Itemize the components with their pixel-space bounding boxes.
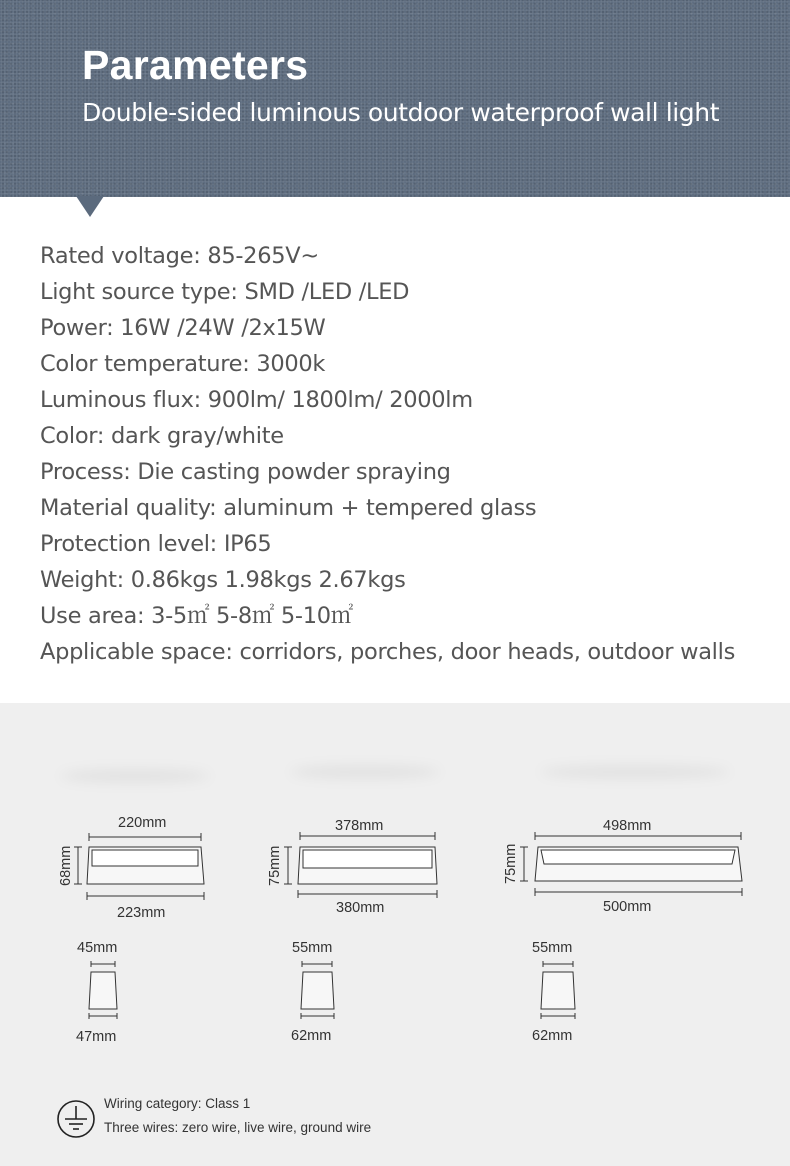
spec-color: Color: dark gray/white xyxy=(40,423,284,449)
model-1-bottom-width: 223mm xyxy=(117,905,166,921)
model-3-side-view xyxy=(541,961,575,1019)
model-3-height: 75mm xyxy=(503,843,519,884)
model-1-side-view xyxy=(89,961,117,1019)
spec-power: Power: 16W /24W /2x15W xyxy=(40,315,326,341)
spec-material: Material quality: aluminum + tempered glass xyxy=(40,495,537,521)
model-3-side-bottom: 62mm xyxy=(532,1028,573,1044)
spec-list xyxy=(40,238,735,670)
model-2-top-width: 378mm xyxy=(335,818,384,834)
wiring-wires: Three wires: zero wire, live wire, ground wire xyxy=(104,1120,372,1135)
model-2-bottom-width: 380mm xyxy=(336,900,385,916)
spec-applicable-space: Applicable space: corridors, porches, door heads, outdoor walls xyxy=(40,639,736,665)
ground-icon xyxy=(56,1099,96,1139)
model-2-height: 75mm xyxy=(267,845,283,886)
model-3-top-width: 498mm xyxy=(603,818,652,834)
model-1-side-bottom: 47mm xyxy=(76,1029,117,1045)
spec-rated-voltage: Rated voltage: 85-265V~ xyxy=(40,243,319,269)
dimension-diagram-section xyxy=(0,703,790,1166)
model-2-side-view xyxy=(301,961,334,1019)
spec-process: Process: Die casting powder spraying xyxy=(40,459,451,485)
model-1-height: 68mm xyxy=(58,845,74,886)
header-pointer-arrow xyxy=(76,196,104,217)
page-subtitle: Double-sided luminous outdoor waterproof wall light xyxy=(82,98,720,127)
wiring-category: Wiring category: Class 1 xyxy=(104,1096,251,1111)
model-3-front-view xyxy=(520,832,742,896)
spec-weight: Weight: 0.86kgs 1.98kgs 2.67kgs xyxy=(40,567,406,593)
model-1-side-top: 45mm xyxy=(77,940,118,956)
spec-light-source: Light source type: SMD /LED /LED xyxy=(40,279,410,305)
model-3-bottom-width: 500mm xyxy=(603,899,652,915)
spec-use-area: Use area: 3-5㎡ 5-8㎡ 5-10㎡ xyxy=(40,603,353,629)
spec-luminous-flux: Luminous flux: 900lm/ 1800lm/ 2000lm xyxy=(40,387,473,413)
model-3-side-top: 55mm xyxy=(532,940,573,956)
header-banner xyxy=(0,0,790,197)
model-2-side-bottom: 62mm xyxy=(291,1028,332,1044)
model-2-side-top: 55mm xyxy=(292,940,333,956)
model-1-top-width: 220mm xyxy=(118,815,167,831)
page-title: Parameters xyxy=(82,42,309,88)
model-1-front-view xyxy=(74,833,204,900)
model-2-front-view xyxy=(284,832,437,898)
spec-color-temperature: Color temperature: 3000k xyxy=(40,351,326,377)
spec-protection-level: Protection level: IP65 xyxy=(40,531,272,557)
